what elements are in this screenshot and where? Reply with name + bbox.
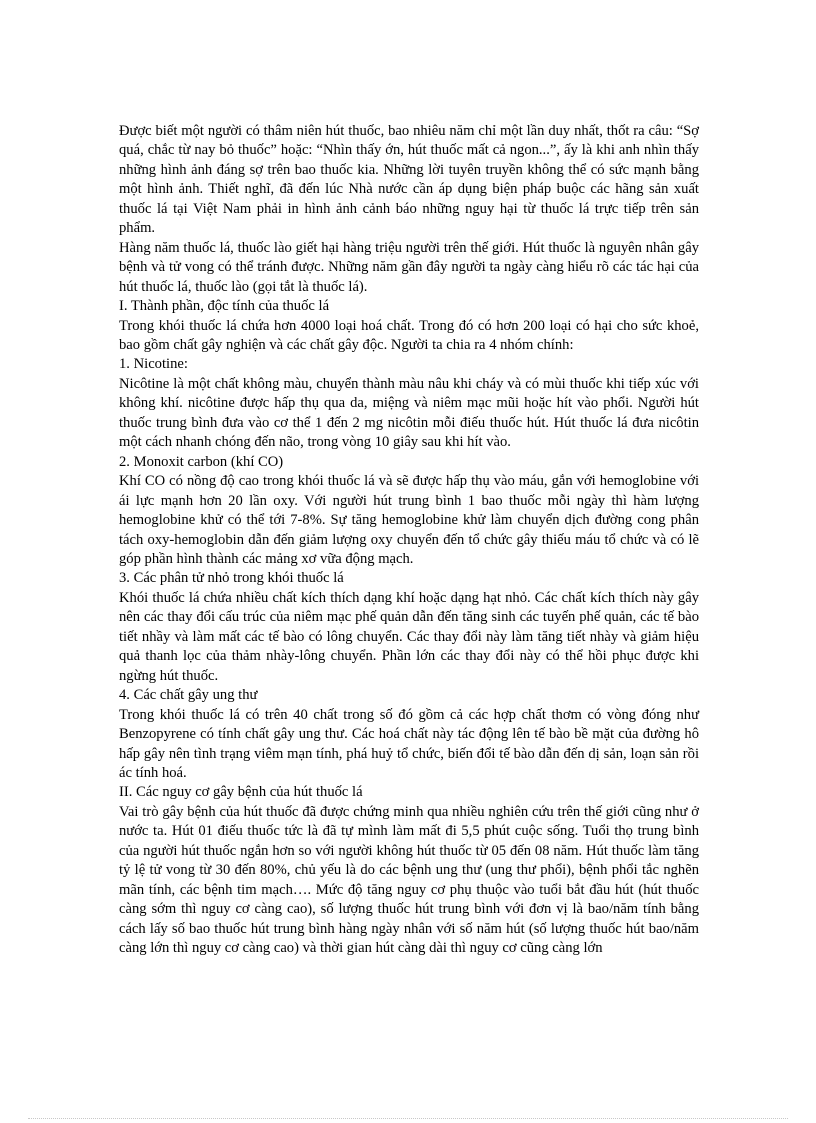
section-heading: 2. Monoxit carbon (khí CO)	[119, 453, 284, 470]
body-paragraph: Được biết một người có thâm niên hút thuốc, bao nhiêu năm chỉ một lần duy nhất, thốt ra câu: “Sợ quá, chắc từ nay bỏ thuốc” hoặc: “Nhìn thấy ớn, hút thuốc mất cả ngon...”, ấy là khi anh nhìn thấy những hình ảnh đáng sợ trên bao thuốc kia. Những lời tuyên truyền không thể có sức mạnh bằng một hình ảnh. Thiết nghĩ, đã đến lúc Nhà nước cần áp dụng biện pháp buộc các hãng sản xuất thuốc lá tại Việt Nam phải in hình ảnh cảnh báo những nguy hại từ thuốc lá trực tiếp trên sản phẩm.	[119, 123, 699, 237]
section-heading: 1. Nicotine:	[119, 356, 188, 373]
body-paragraph: Trong khói thuốc lá chứa hơn 4000 loại hoá chất. Trong đó có hơn 200 loại có hại cho sức khoẻ, bao gồm chất gây nghiện và các chất gây độc. Người ta chia ra 4 nhóm chính:	[119, 317, 699, 353]
body-paragraph: Nicôtine là một chất không màu, chuyển thành màu nâu khi cháy và có mùi thuốc khi tiếp xúc với không khí. nicôtine được hấp thụ qua da, miệng và niêm mạc mũi hoặc hít vào phổi. Người hút thuốc trung bình đưa vào cơ thể 1 đến 2 mg nicôtin mỗi điếu thuốc hút. Hút thuốc lá đưa nicôtin một cách nhanh chóng đến não, trong vòng 10 giây sau khi hít vào.	[119, 375, 699, 451]
body-paragraph: Hàng năm thuốc lá, thuốc lào giết hại hàng triệu người trên thế giới. Hút thuốc là nguyên nhân gây bệnh và tử vong có thể tránh được. Những năm gần đây người ta ngày càng hiểu rõ các tác hại của hút thuốc lá, thuốc lào (gọi tắt là thuốc lá).	[119, 239, 699, 295]
body-paragraph: Trong khói thuốc lá có trên 40 chất trong số đó gồm cả các hợp chất thơm có vòng đóng như Benzopyrene có tính chất gây ung thư. Các hoá chất này tác động lên tế bào bề mặt của đường hô hấp gây nên tình trạng viêm mạn tính, phá huỷ tổ chức, biến đổi tế bào dẫn đến dị sản, loạn sản rồi ác tính hoá.	[119, 706, 699, 781]
page-bottom-divider	[28, 1118, 788, 1119]
document-body	[119, 122, 699, 958]
section-heading: II. Các nguy cơ gây bệnh của hút thuốc lá	[119, 784, 363, 801]
body-paragraph: Khói thuốc lá chứa nhiều chất kích thích dạng khí hoặc dạng hạt nhỏ. Các chất kích thích này gây nên các thay đổi cấu trúc của niêm mạc phế quản dẫn đến tăng sinh các tuyến phế quản, các tế bào tiết nhầy và làm mất các tế bào có lông chuyển. Các thay đổi này làm tăng tiết nhày và giảm hiệu quả thanh lọc của thảm nhày-lông chuyển. Phần lớn các thay đổi này có thể hồi phục được khi ngừng hút thuốc.	[119, 589, 699, 684]
section-heading: 4. Các chất gây ung thư	[119, 687, 258, 704]
section-heading: I. Thành phần, độc tính của thuốc lá	[119, 298, 330, 315]
body-paragraph: Vai trò gây bệnh của hút thuốc đã được chứng minh qua nhiều nghiên cứu trên thế giới cũng như ở nước ta. Hút 01 điếu thuốc tức là đã tự mình làm mất đi 5,5 phút cuộc sống. Tuổi thọ trung bình của người hút thuốc ngắn hơn so với người không hút thuốc từ 05 đến 08 năm. Hút thuốc làm tăng tỷ lệ tử vong từ 30 đến 80%, chủ yếu là do các bệnh ung thư (ung thư phổi), bệnh phổi tắc nghẽn mãn tính, các bệnh tim mạch…. Mức độ tăng nguy cơ phụ thuộc vào tuổi bắt đầu hút (hút thuốc càng sớm thì nguy cơ càng cao), số lượng thuốc hút trung bình với đơn vị là bao/năm tính bằng cách lấy số bao thuốc hút trung bình hàng ngày nhân với số năm hút (số lượng thuốc hút bao/năm càng lớn thì nguy cơ càng cao) và thời gian hút càng dài thì nguy cơ cũng càng lớn	[119, 803, 699, 957]
body-paragraph: Khí CO có nồng độ cao trong khói thuốc lá và sẽ được hấp thụ vào máu, gắn với hemoglobine với ái lực mạnh hơn 20 lần oxy. Với người hút trung bình 1 bao thuốc mỗi ngày thì hàm lượng hemoglobine khử có thể tới 7-8%. Sự tăng hemoglobine khử làm chuyển dịch đường cong phân tách oxy-hemoglobin dẫn đến giảm lượng oxy chuyển đến tổ chức gây thiếu máu tổ chức và có lẽ góp phần hình thành các mảng xơ vữa động mạch.	[119, 473, 699, 567]
section-heading: 3. Các phân tử nhỏ trong khói thuốc lá	[119, 570, 344, 587]
